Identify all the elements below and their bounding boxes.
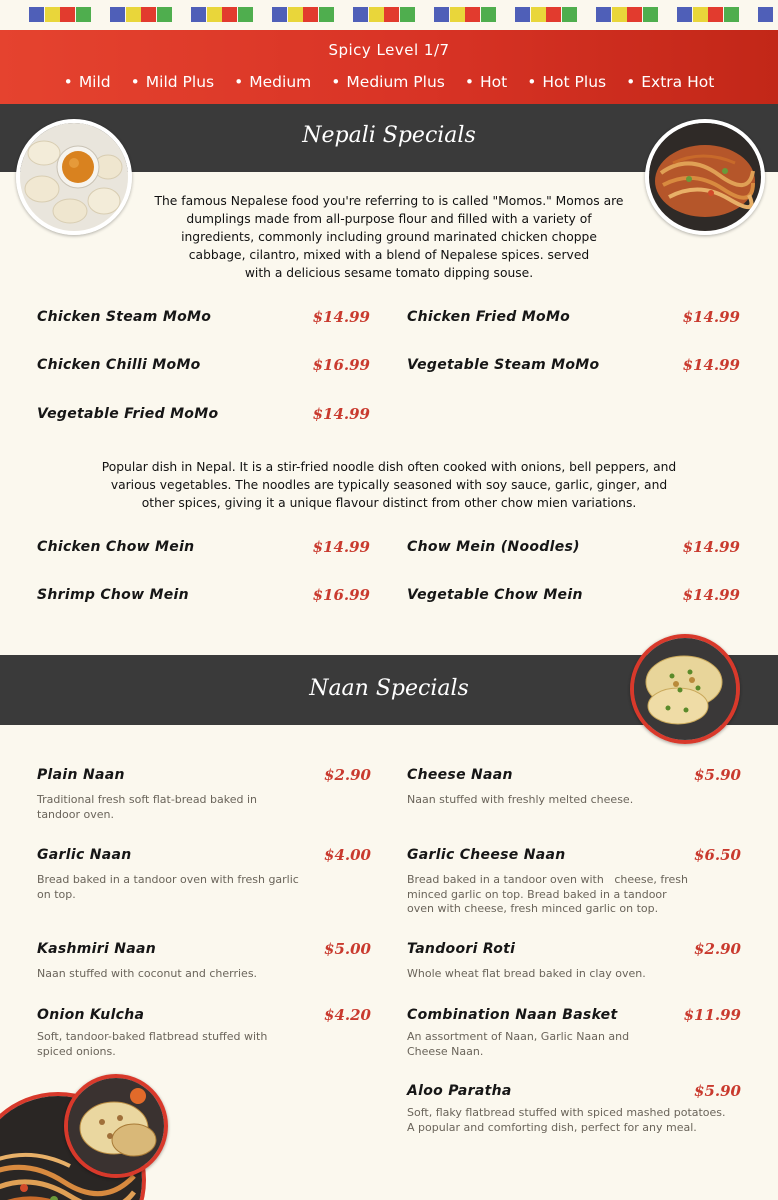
prayer-flag — [60, 7, 75, 22]
prayer-flag — [288, 7, 303, 22]
menu-item-description-line: Bread baked in a tandoor oven with fresh garlic — [37, 873, 299, 886]
menu-item-price: $4.00 — [324, 846, 371, 864]
menu-item-description — [407, 793, 727, 808]
menu-item-description-line: Whole wheat flat bread baked in clay oven. — [407, 967, 646, 980]
prayer-flag — [724, 7, 739, 22]
menu-item-description — [407, 1106, 747, 1135]
prayer-flag — [384, 7, 399, 22]
menu-item-price: $6.50 — [694, 846, 741, 864]
menu-item-name: Cheese Naan — [407, 767, 513, 783]
spicy-level-medium-plus: • Medium Plus — [331, 73, 445, 91]
prayer-flag — [45, 7, 60, 22]
menu-item-description-line: minced garlic on top. Bread baked in a tandoor — [407, 887, 667, 901]
menu-item-name: Shrimp Chow Mein — [37, 587, 189, 603]
menu-item-description — [37, 793, 317, 822]
menu-item-name: Vegetable Chow Mein — [407, 587, 583, 603]
chow-mein-description-line: Popular dish in Nepal. It is a stir-fried noodle dish often cooked with onions, bell peppers, and — [101, 460, 677, 474]
naan-specials-title: Naan Specials — [309, 676, 469, 701]
menu-item-description-line: Traditional fresh soft flat-bread baked in — [37, 793, 258, 806]
prayer-flag — [222, 7, 237, 22]
menu-item-name: Chicken Chow Mein — [37, 539, 195, 555]
menu-item-name: Aloo Paratha — [407, 1083, 512, 1099]
spicy-level-extra-hot: • Extra Hot — [626, 73, 714, 91]
menu-item-name: Chicken Fried MoMo — [407, 309, 571, 325]
spicy-level-mild: • Mild — [64, 73, 111, 91]
prayer-flag — [643, 7, 658, 22]
menu-item-price: $14.99 — [682, 308, 740, 326]
menu-item-description — [37, 873, 327, 902]
momo-plate-image — [16, 119, 132, 235]
chow-mein-description — [60, 458, 718, 512]
naan-plate-image — [630, 634, 740, 744]
prayer-flag — [693, 7, 708, 22]
prayer-flag — [562, 7, 577, 22]
menu-item-price: $14.99 — [312, 538, 370, 556]
momo-description-line: dumplings made from all-purpose flour and filled with a variety of — [186, 212, 592, 226]
momo-description-line: with a delicious sesame tomato dipping souse. — [244, 266, 534, 280]
prayer-flag — [126, 7, 141, 22]
menu-item-description — [37, 967, 327, 982]
menu-item-description-line: Soft, flaky flatbread stuffed with spiced mashed potatoes. — [407, 1106, 726, 1119]
menu-item-name: Tandoori Roti — [407, 941, 516, 957]
menu-item-price: $11.99 — [683, 1006, 741, 1024]
momo-description-line: ingredients, commonly including ground marinated chicken choppe — [181, 230, 597, 244]
prayer-flag — [531, 7, 546, 22]
prayer-flag — [708, 7, 723, 22]
menu-item-name: Garlic Cheese Naan — [407, 847, 566, 863]
naan-basket-image — [64, 1074, 168, 1178]
menu-item-price: $2.90 — [694, 940, 741, 958]
menu-item-description-line: Naan stuffed with coconut and cherries. — [37, 967, 258, 980]
menu-item-price: $16.99 — [312, 356, 370, 374]
prayer-flag — [238, 7, 253, 22]
menu-item-name: Plain Naan — [37, 767, 125, 783]
prayer-flag — [400, 7, 415, 22]
menu-item-price: $4.20 — [324, 1006, 371, 1024]
prayer-flag — [677, 7, 692, 22]
menu-item-description-line: Bread baked in a tandoor oven with cheese, fresh — [407, 873, 688, 886]
prayer-flag — [353, 7, 368, 22]
menu-item-price: $14.99 — [682, 586, 740, 604]
menu-item-description-line: on top. — [37, 887, 76, 901]
menu-item-price: $2.90 — [324, 766, 371, 784]
menu-item-description-line: oven with cheese, fresh minced garlic on top. — [407, 902, 659, 915]
prayer-flag — [546, 7, 561, 22]
spicy-level-list — [0, 73, 778, 91]
menu-item-name: Chicken Chilli MoMo — [37, 357, 201, 373]
momo-description-line: cabbage, cilantro, mixed with a blend of Nepalese spices. served — [188, 248, 590, 262]
prayer-flag — [110, 7, 125, 22]
menu-item-description-line: Soft, tandoor-baked flatbread stuffed with — [37, 1030, 268, 1043]
chow-mein-description-line: various vegetables. The noodles are typically seasoned with soy sauce, garlic, ginger, and — [110, 478, 668, 492]
menu-item-name: Garlic Naan — [37, 847, 132, 863]
prayer-flag — [303, 7, 318, 22]
menu-item-name: Vegetable Steam MoMo — [407, 357, 600, 373]
prayer-flag — [434, 7, 449, 22]
prayer-flag — [758, 7, 773, 22]
prayer-flag — [596, 7, 611, 22]
prayer-flag — [465, 7, 480, 22]
menu-item-description — [407, 967, 737, 982]
menu-item-price: $16.99 — [312, 586, 370, 604]
menu-item-description-line: tandoor oven. — [37, 807, 114, 821]
spicy-level-hot-plus: • Hot Plus — [527, 73, 606, 91]
menu-item-name: Chow Mein (Noodles) — [407, 539, 580, 555]
prayer-flag — [481, 7, 496, 22]
nepali-specials-title: Nepali Specials — [302, 123, 476, 148]
menu-item-name: Combination Naan Basket — [407, 1007, 618, 1023]
spicy-level-banner — [0, 30, 778, 104]
menu-item-price: $5.90 — [694, 766, 741, 784]
chow-mein-plate-image — [645, 119, 765, 235]
menu-item-description — [37, 1030, 327, 1059]
menu-item-description-line: A popular and comforting dish, perfect for any meal. — [407, 1120, 697, 1134]
prayer-flag — [369, 7, 384, 22]
momo-description — [120, 192, 658, 282]
prayer-flag — [207, 7, 222, 22]
prayer-flag — [157, 7, 172, 22]
menu-item-price: $14.99 — [312, 405, 370, 423]
menu-item-description-line: Naan stuffed with freshly melted cheese. — [407, 793, 634, 806]
spicy-level-medium: • Medium — [234, 73, 311, 91]
prayer-flag — [29, 7, 44, 22]
prayer-flag — [191, 7, 206, 22]
prayer-flag — [141, 7, 156, 22]
menu-item-name: Onion Kulcha — [37, 1007, 145, 1023]
menu-item-description-line: An assortment of Naan, Garlic Naan and — [407, 1030, 630, 1043]
menu-item-name: Chicken Steam MoMo — [37, 309, 212, 325]
spicy-level-title: Spicy Level 1/7 — [328, 41, 450, 59]
prayer-flag — [515, 7, 530, 22]
menu-item-price: $14.99 — [682, 356, 740, 374]
prayer-flag — [319, 7, 334, 22]
prayer-flag — [450, 7, 465, 22]
spicy-level-hot: • Hot — [465, 73, 507, 91]
menu-item-price: $5.00 — [324, 940, 371, 958]
prayer-flag — [272, 7, 287, 22]
chow-mein-description-line: other spices, giving it a unique flavour distinct from other chow mien variations. — [141, 496, 637, 510]
prayer-flag — [76, 7, 91, 22]
menu-item-description — [407, 873, 737, 917]
menu-item-price: $14.99 — [312, 308, 370, 326]
prayer-flags-strip — [0, 0, 778, 30]
prayer-flag — [627, 7, 642, 22]
menu-item-description-line: spiced onions. — [37, 1044, 116, 1058]
menu-item-description-line: Cheese Naan. — [407, 1044, 484, 1058]
prayer-flag — [612, 7, 627, 22]
momo-description-line: The famous Nepalese food you're referring to is called "Momos." Momos are — [154, 194, 624, 208]
menu-item-price: $5.90 — [694, 1082, 741, 1100]
spicy-level-mild-plus: • Mild Plus — [131, 73, 214, 91]
menu-item-description — [407, 1030, 737, 1059]
menu-item-name: Vegetable Fried MoMo — [37, 406, 219, 422]
menu-item-price: $14.99 — [682, 538, 740, 556]
menu-item-name: Kashmiri Naan — [37, 941, 157, 957]
